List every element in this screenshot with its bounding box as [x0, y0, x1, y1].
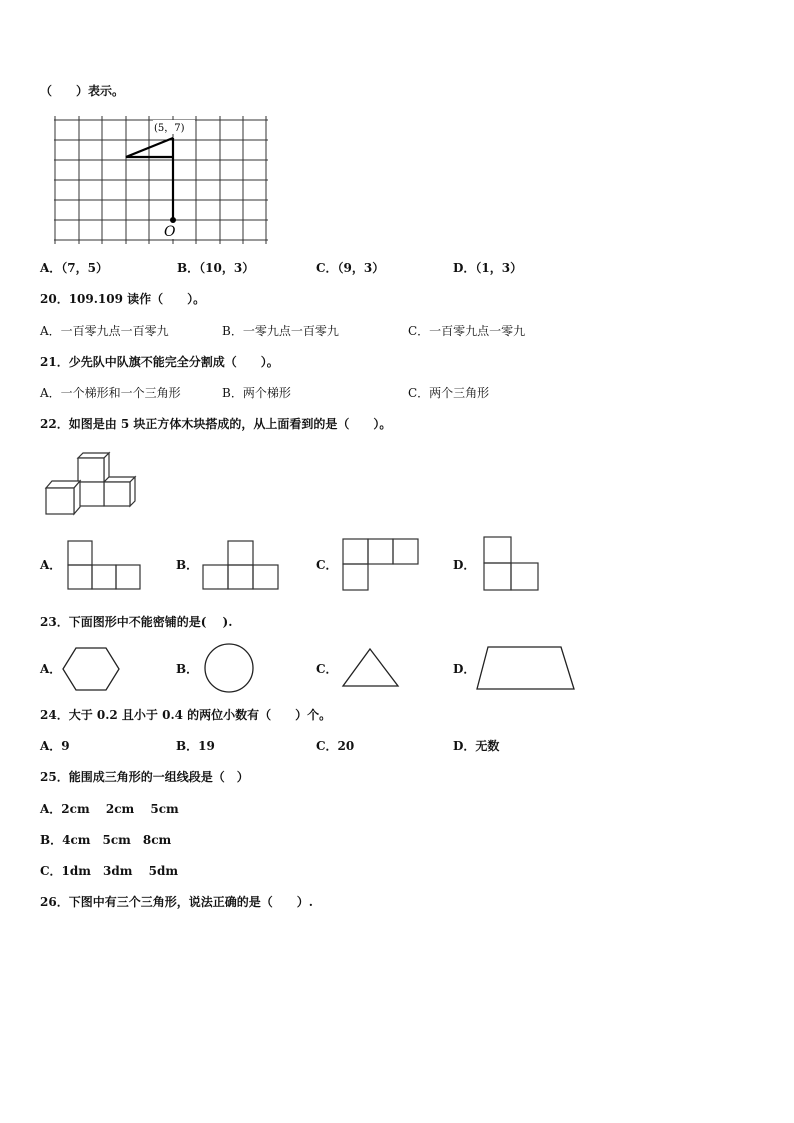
q22-option-b-label[interactable]: B．: [176, 558, 199, 572]
q19-option-b[interactable]: B．（10，3）: [177, 261, 255, 275]
origin-point: [170, 217, 176, 223]
q24-option-b[interactable]: B．19: [176, 739, 215, 753]
q21-option-b[interactable]: B．两个梯形: [222, 386, 291, 400]
q26-stem: 26．下图中有三个三角形，说法正确的是（ ）.: [40, 895, 313, 909]
q20-option-a[interactable]: A．一百零九点一百零九: [40, 324, 169, 338]
q21-stem: 21．少先队中队旗不能完全分割成（ ）。: [40, 355, 279, 369]
point-label: (5，7): [154, 123, 185, 134]
q24-option-d[interactable]: D．无数: [453, 739, 500, 753]
q21-option-c[interactable]: C．两个三角形: [408, 386, 490, 400]
q19-option-a[interactable]: A．（7，5）: [40, 261, 109, 275]
q22-cube-stack: [42, 450, 142, 520]
q19-grid-figure: [50, 114, 272, 248]
q19-option-c[interactable]: C．（9，3）: [316, 261, 385, 275]
q22-option-a-figure[interactable]: [66, 540, 144, 592]
origin-label: O: [164, 224, 176, 240]
q22-option-d-label[interactable]: D．: [453, 558, 476, 572]
q25-option-a[interactable]: A．2cm 2cm 5cm: [40, 802, 179, 816]
q22-option-d-figure[interactable]: [482, 535, 544, 593]
q22-option-c-figure[interactable]: [341, 537, 421, 593]
q19-option-d[interactable]: D．（1，3）: [453, 261, 523, 275]
q19-question-tail: （ ）表示。: [40, 84, 125, 98]
q23-option-d-label[interactable]: D．: [453, 662, 476, 676]
q23-hexagon-icon[interactable]: [60, 645, 122, 693]
q24-option-c[interactable]: C．20: [316, 739, 355, 753]
q23-circle-icon[interactable]: [202, 641, 258, 697]
q23-trapezoid-icon[interactable]: [474, 643, 580, 693]
q23-option-c-label[interactable]: C．: [316, 662, 338, 676]
q25-option-b[interactable]: B．4cm 5cm 8cm: [40, 833, 172, 847]
q24-stem: 24．大于 0.2 且小于 0.4 的两位小数有（ ）个。: [40, 708, 332, 722]
q22-option-b-figure[interactable]: [202, 540, 282, 592]
q22-option-a-label[interactable]: A．: [40, 558, 62, 572]
q23-triangle-icon[interactable]: [340, 646, 402, 690]
q20-stem: 20．109.109 读作（ ）。: [40, 292, 206, 306]
q24-option-a[interactable]: A．9: [40, 739, 70, 753]
q23-option-a-label[interactable]: A．: [40, 662, 62, 676]
q23-option-b-label[interactable]: B．: [176, 662, 199, 676]
q20-option-b[interactable]: B．一零九点一百零九: [222, 324, 339, 338]
grid-lines: [54, 116, 268, 244]
q25-stem: 25．能围成三角形的一组线段是（ ）: [40, 770, 249, 784]
q22-stem: 22．如图是由 5 块正方体木块搭成的，从上面看到的是（ ）。: [40, 417, 392, 431]
q22-option-c-label[interactable]: C．: [316, 558, 338, 572]
q25-option-c[interactable]: C．1dm 3dm 5dm: [40, 864, 179, 878]
q23-stem: 23．下面图形中不能密铺的是( ).: [40, 615, 233, 629]
q20-option-c[interactable]: C．一百零九点一零九: [408, 324, 526, 338]
q21-option-a[interactable]: A．一个梯形和一个三角形: [40, 386, 181, 400]
